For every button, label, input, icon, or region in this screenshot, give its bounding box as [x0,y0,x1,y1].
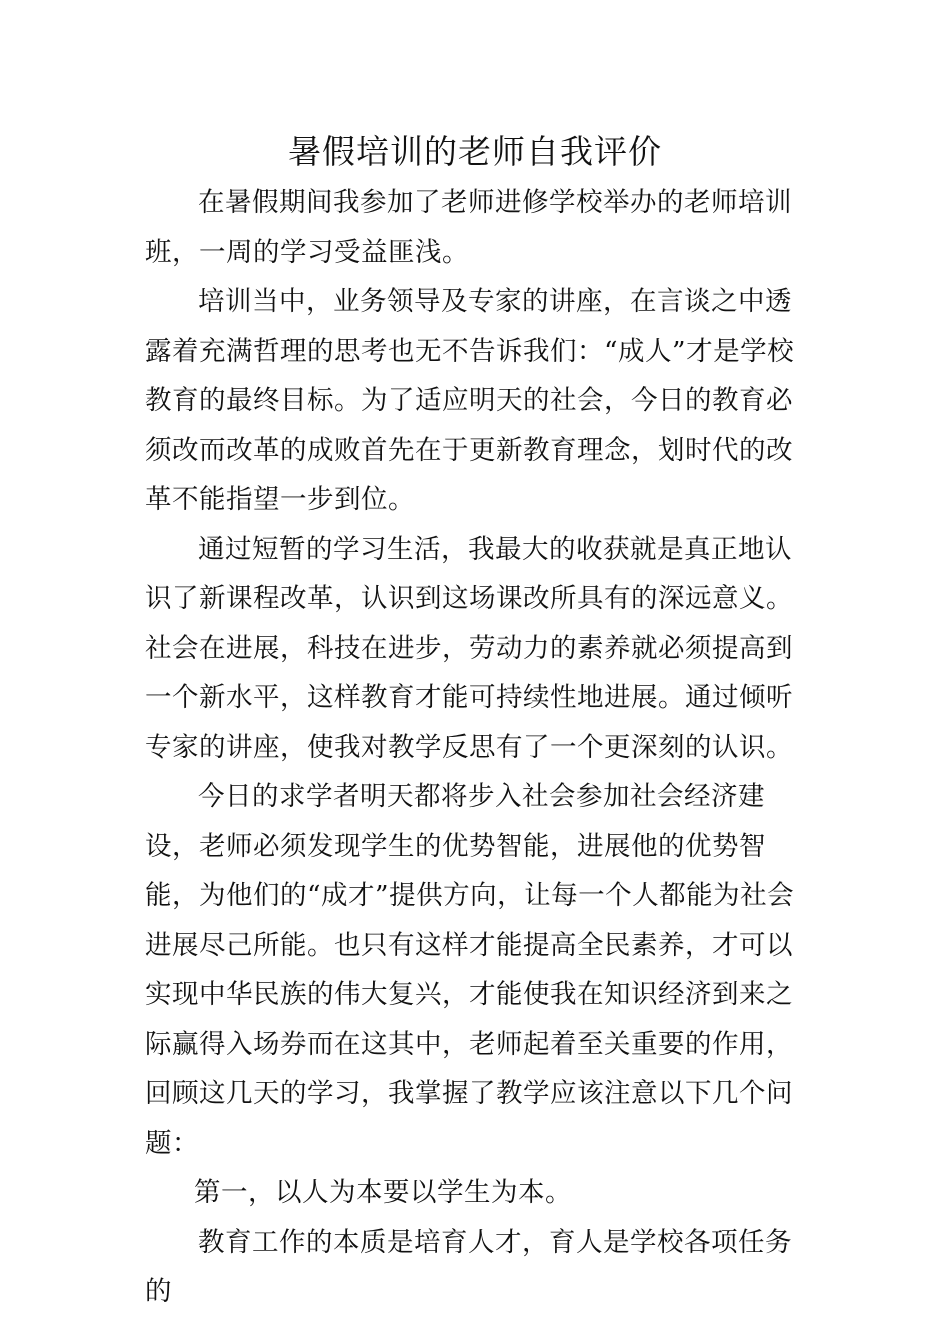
paragraph-point-one: 第一，以人为本要以学生为本。 [194,1177,573,1208]
document-body [145,178,810,1317]
document-title: 暑假培训的老师自我评价 [288,132,662,171]
paragraph-intro: 在暑假期间我参加了老师进修学校举办的老师培训班，一周的学习受益匪浅。 [145,187,792,268]
paragraph-student-talents: 今日的求学者明天都将步入社会参加社会经济建设，老师必须发现学生的优势智能，进展他的优势智能，为他们的“成才”提供方向，让每一个人都能为社会进展尽己所能。也只有这样才能提高全民素养，才可以实现中华民族的伟大复兴，才能使我在知识经济到来之际赢得入场券而在这其中，老师起着至关重要的作用，回顾这几天的学习，我掌握了教学应该注意以下几个问题： [145,781,795,1159]
paragraph-education-essence: 教育工作的本质是培育人才，育人是学校各项任务的 [145,1226,792,1307]
paragraph-curriculum-reform: 通过短暂的学习生活，我最大的收获就是真正地认识了新课程改革，认识到这场课改所具有的深远意义。社会在进展，科技在进步，劳动力的素养就必须提高到一个新水平，这样教育才能可持续性地进展。通过倾听专家的讲座，使我对教学反思有了一个更深刻的认识。 [145,533,793,763]
paragraph-training-lectures: 培训当中，业务领导及专家的讲座，在言谈之中透露着充满哲理的思考也无不告诉我们：“成人”才是学校教育的最终目标。为了适应明天的社会，今日的教育必须改而改革的成败首先在于更新教育理念，划时代的改革不能指望一步到位。 [145,286,795,515]
